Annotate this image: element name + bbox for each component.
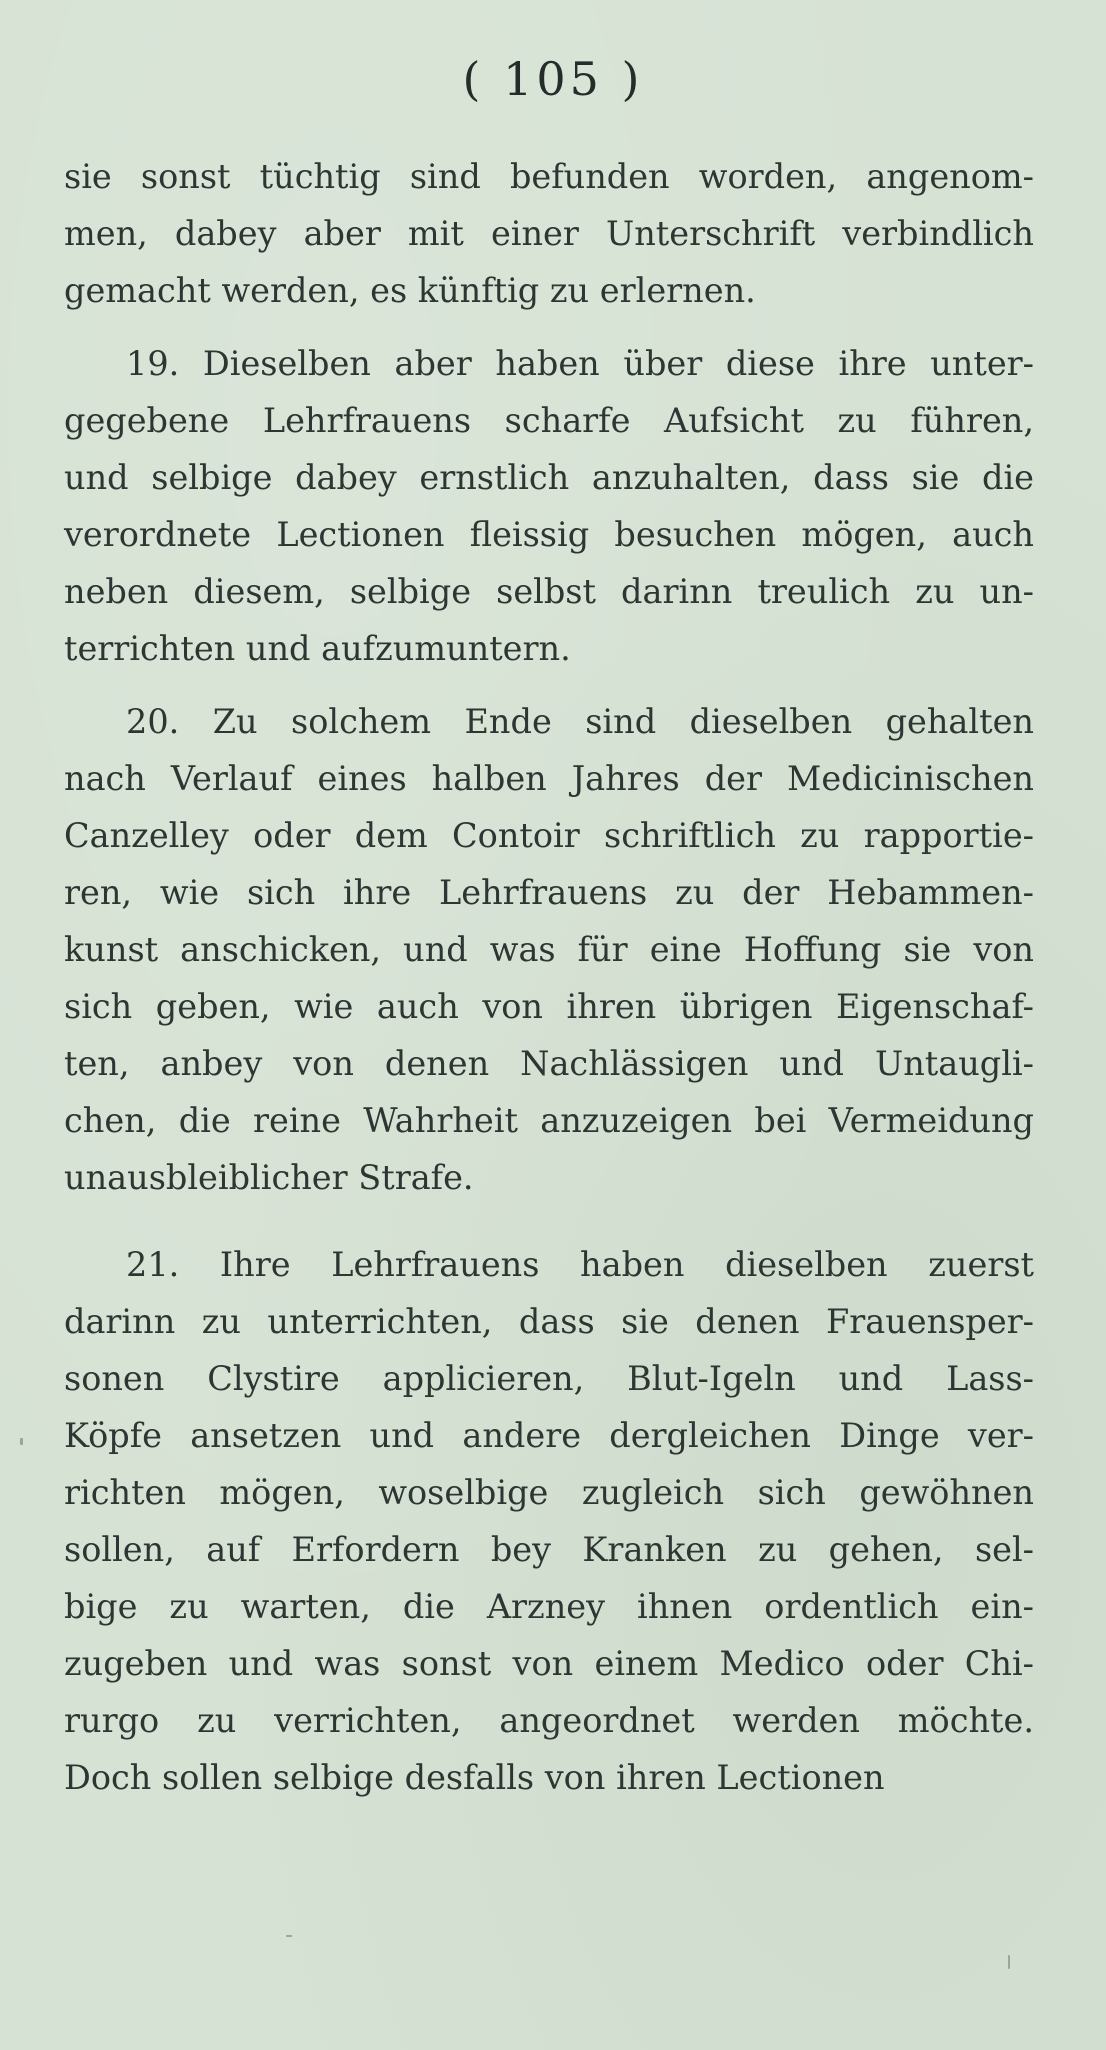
text-line: nach Verlauf eines halben Jahres der Medicinischen <box>64 759 1034 798</box>
text-line: 19. Dieselben aber haben über diese ihre unter- <box>126 344 1034 383</box>
text-line: richten mögen, woselbige zugleich sich gewöhnen <box>64 1473 1034 1512</box>
text-line: Köpfe ansetzen und andere dergleichen Dinge ver- <box>64 1416 1034 1455</box>
text-line: sonen Clystire applicieren, Blut-Igeln und Lass- <box>64 1359 1034 1398</box>
text-line: chen, die reine Wahrheit anzuzeigen bei Vermeidung <box>64 1101 1034 1140</box>
text-line: Doch sollen selbige desfalls von ihren Lectionen <box>64 1758 885 1797</box>
text-line: men, dabey aber mit einer Unterschrift verbindlich <box>64 214 1034 253</box>
text-line: sich geben, wie auch von ihren übrigen Eigenschaf- <box>64 987 1034 1026</box>
text-line: 21. Ihre Lehrfrauens haben dieselben zuerst <box>126 1245 1034 1284</box>
text-line: gemacht werden, es künftig zu erlernen. <box>64 271 756 310</box>
text-line: ten, anbey von denen Nachlässigen und Untaugli- <box>64 1044 1034 1083</box>
text-line: zugeben und was sonst von einem Medico oder Chi- <box>64 1644 1034 1683</box>
paper-speck <box>20 1438 23 1445</box>
text-line: kunst anschicken, und was für eine Hoffung sie von <box>64 930 1034 969</box>
text-line: sollen, auf Erfordern bey Kranken zu gehen, sel- <box>64 1530 1034 1569</box>
text-line: rurgo zu verrichten, angeordnet werden möchte. <box>64 1701 1034 1740</box>
text-line: Canzelley oder dem Contoir schriftlich zu rapportie- <box>64 816 1034 855</box>
page-number: ( 105 ) <box>462 52 644 106</box>
paragraph-21 <box>64 1236 1034 1806</box>
text-line: terrichten und aufzumuntern. <box>64 629 571 668</box>
text-line: bige zu warten, die Arzney ihnen ordentlich ein- <box>64 1587 1034 1626</box>
text-line: 20. Zu solchem Ende sind dieselben gehalten <box>126 702 1034 741</box>
paragraph-continuation <box>64 148 1034 319</box>
paragraph-20 <box>64 693 1034 1206</box>
paper-speck <box>286 1935 292 1937</box>
paper-speck <box>1008 1955 1010 1969</box>
text-line: verordnete Lectionen fleissig besuchen mögen, auch <box>64 515 1034 554</box>
text-line: ren, wie sich ihre Lehrfrauens zu der Hebammen- <box>64 873 1034 912</box>
text-line: neben diesem, selbige selbst darinn treulich zu un- <box>64 572 1034 611</box>
text-line: und selbige dabey ernstlich anzuhalten, dass sie die <box>64 458 1034 497</box>
text-line: sie sonst tüchtig sind befunden worden, angenom- <box>64 157 1034 196</box>
text-line: unausbleiblicher Strafe. <box>64 1158 474 1197</box>
text-line: darinn zu unterrichten, dass sie denen Frauensper- <box>64 1302 1034 1341</box>
paragraph-19 <box>64 335 1034 677</box>
text-line: gegebene Lehrfrauens scharfe Aufsicht zu führen, <box>64 401 1034 440</box>
